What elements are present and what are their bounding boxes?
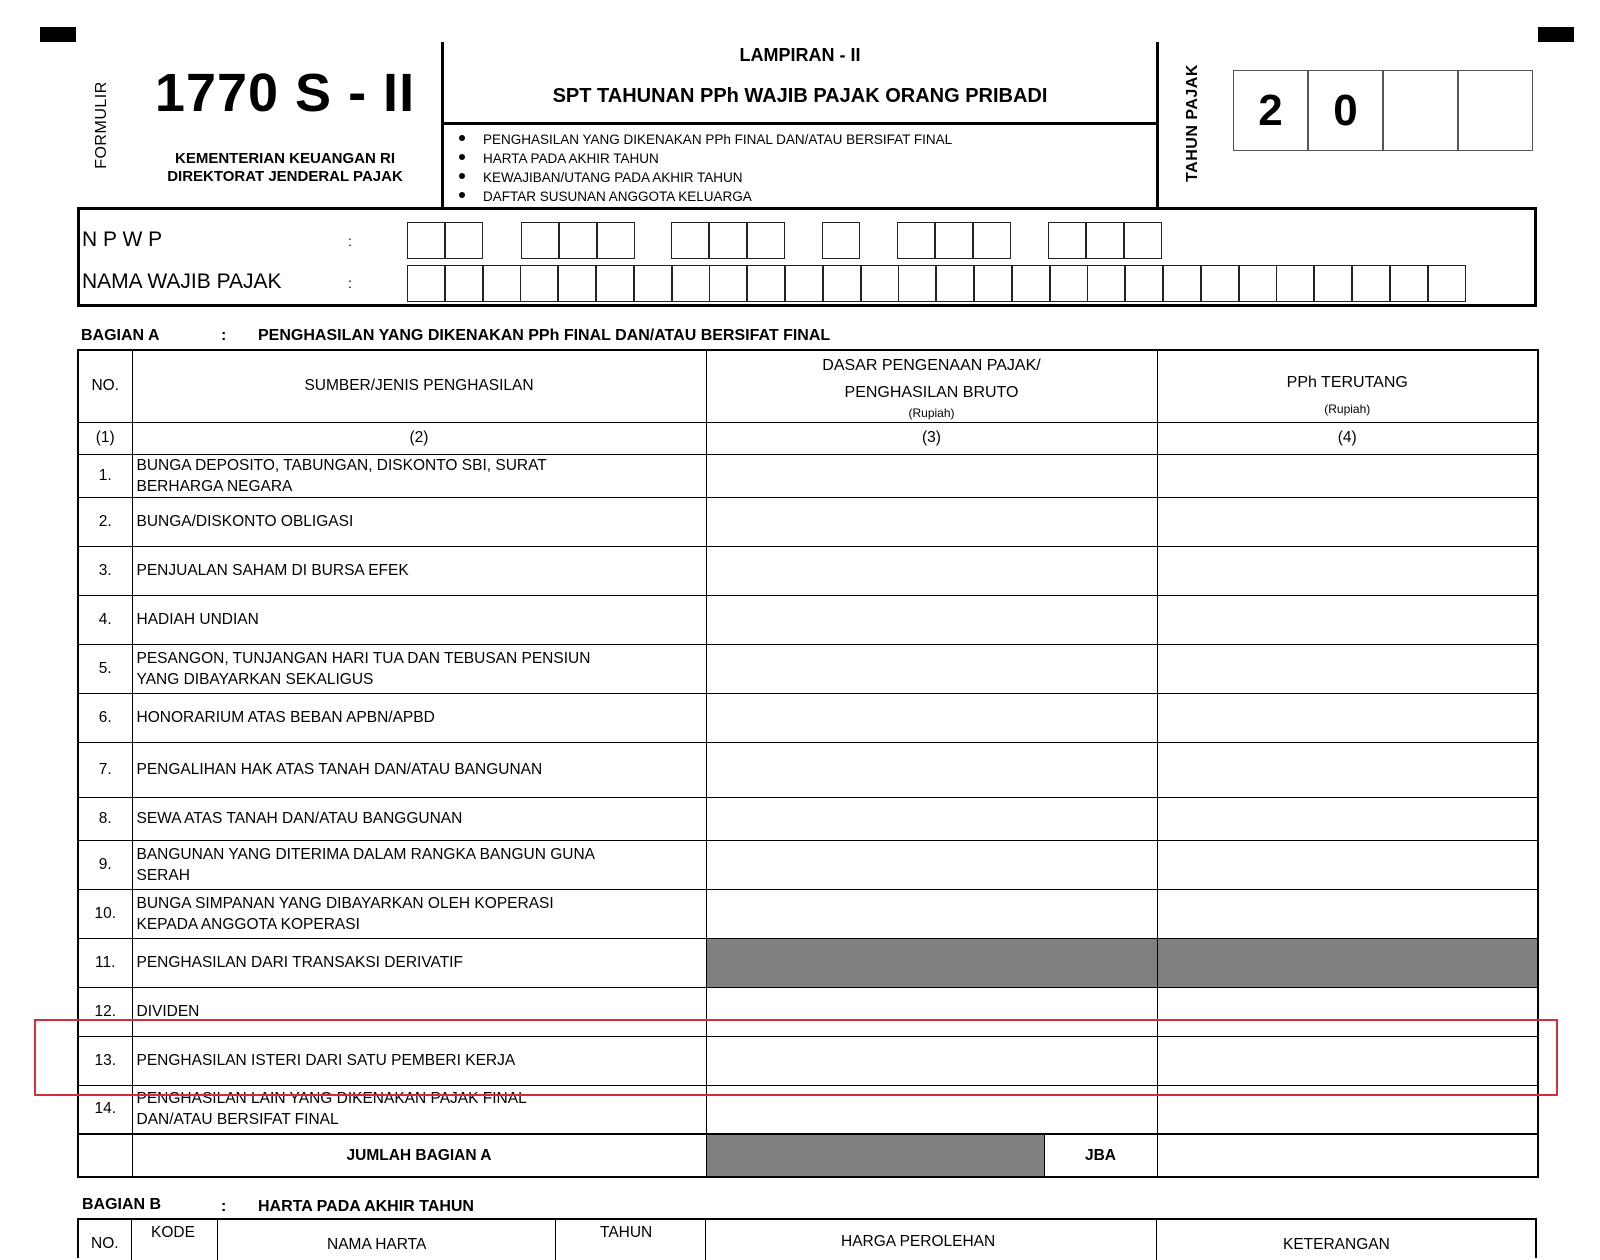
table-row (78, 1036, 1538, 1085)
npwp-digit-cell[interactable] (709, 222, 747, 259)
row-description (132, 454, 706, 497)
npwp-digit-cell[interactable] (973, 222, 1011, 259)
b-col-ket: KETERANGAN (1283, 1236, 1390, 1253)
table-row (78, 742, 1538, 797)
nama-char-cell[interactable] (1125, 265, 1163, 302)
registration-mark-right (1538, 27, 1574, 42)
pph-input[interactable] (1157, 644, 1538, 693)
row-description-line: HADIAH UNDIAN (136, 611, 259, 628)
b-col-divider (217, 1220, 218, 1260)
col-header-no: NO. (78, 350, 132, 422)
year-digit-box[interactable] (1383, 70, 1458, 151)
ministry-block (130, 150, 440, 186)
table-row (78, 938, 1538, 987)
npwp-label: N P W P (82, 228, 163, 251)
row-description-line: BUNGA SIMPANAN YANG DIBAYARKAN OLEH KOPERASI (136, 894, 554, 912)
table-row (78, 644, 1538, 693)
row-description (132, 987, 706, 1036)
dpp-input[interactable] (706, 1085, 1157, 1134)
nama-char-cell[interactable] (407, 265, 445, 302)
dpp-input[interactable] (706, 840, 1157, 889)
nama-char-cell[interactable] (1314, 265, 1352, 302)
year-digit-box[interactable]: 2 (1233, 70, 1308, 151)
total-shaded-cell (706, 1134, 1044, 1177)
nama-char-cell[interactable] (1163, 265, 1201, 302)
bagian-b-table (77, 1218, 1537, 1258)
row-number: 10. (78, 889, 132, 938)
dpp-input[interactable] (706, 742, 1157, 797)
npwp-digit-cell[interactable] (1086, 222, 1124, 259)
nama-char-cell[interactable] (1428, 265, 1466, 302)
jba-input[interactable] (1157, 1134, 1538, 1177)
dpp-input[interactable] (706, 546, 1157, 595)
pph-input[interactable] (1157, 1085, 1538, 1134)
nama-char-cell[interactable] (785, 265, 823, 302)
bagian-a-title: PENGHASILAN YANG DIKENAKAN PPh FINAL DAN/ATAU BERSIFAT FINAL (258, 327, 831, 344)
pph-input[interactable] (1157, 497, 1538, 546)
nama-char-cell[interactable] (520, 265, 558, 302)
npwp-digit-cell[interactable] (671, 222, 709, 259)
row-description (132, 938, 706, 987)
b-col-no: NO. (91, 1235, 119, 1252)
nama-label: NAMA WAJIB PAJAK (82, 270, 282, 293)
header-divider-right (1156, 42, 1159, 207)
nama-char-cell[interactable] (974, 265, 1012, 302)
row-number: 13. (78, 1036, 132, 1085)
row-description-line: DIVIDEN (136, 1003, 200, 1020)
contents-item: PENGHASILAN YANG DIKENAKAN PPh FINAL DAN/ATAU BERSIFAT FINAL (455, 130, 952, 149)
b-col-divider (1156, 1220, 1157, 1260)
table-row (78, 693, 1538, 742)
table-row (78, 840, 1538, 889)
row-description-line: PENGALIHAN HAK ATAS TANAH DAN/ATAU BANGUNAN (136, 761, 543, 778)
dpp-line-1: DASAR PENGENAAN PAJAK/ (822, 357, 1041, 375)
b-col-divider (705, 1220, 706, 1260)
row-description (132, 1085, 706, 1134)
contents-list (455, 130, 952, 206)
table-row (78, 889, 1538, 938)
row-description-line: BERHARGA NEGARA (136, 477, 293, 495)
jba-label: JBA (1044, 1134, 1157, 1177)
row-description-line: YANG DIBAYARKAN SEKALIGUS (136, 670, 374, 688)
nama-char-cell[interactable] (672, 265, 710, 302)
pph-input[interactable] (1157, 595, 1538, 644)
row-description-line: PENGHASILAN ISTERI DARI SATU PEMBERI KERJA (136, 1052, 516, 1069)
table-row (78, 497, 1538, 546)
nama-char-cell[interactable] (1390, 265, 1428, 302)
pph-input[interactable] (1157, 797, 1538, 840)
row-description-line: PESANGON, TUNJANGAN HARI TUA DAN TEBUSAN PENSIUN (136, 649, 591, 667)
nama-char-cell[interactable] (747, 265, 785, 302)
table-row (78, 454, 1538, 497)
row-number: 8. (78, 797, 132, 840)
col-header-source: SUMBER/JENIS PENGHASILAN (132, 350, 706, 422)
row-description-line: PENGHASILAN DARI TRANSAKSI DERIVATIF (136, 954, 463, 971)
row-number: 6. (78, 693, 132, 742)
row-description-line: PENGHASILAN LAIN YANG DIKENAKAN PAJAK FINAL (136, 1090, 527, 1108)
dpp-line-2: PENGHASILAN BRUTO (844, 384, 1019, 402)
row-description-line: SEWA ATAS TANAH DAN/ATAU BANGGUNAN (136, 810, 463, 827)
row-number: 11. (78, 938, 132, 987)
dpp-input[interactable] (706, 497, 1157, 546)
pph-input[interactable] (1157, 693, 1538, 742)
table-row (78, 546, 1538, 595)
bagian-a-label: BAGIAN A (81, 327, 160, 344)
npwp-digit-cell[interactable] (935, 222, 973, 259)
ministry-line-1: KEMENTERIAN KEUANGAN RI (174, 150, 395, 167)
lampiran-label: LAMPIRAN - II (739, 45, 861, 65)
dpp-input[interactable] (706, 454, 1157, 497)
nama-char-cell[interactable] (936, 265, 974, 302)
col-number: (2) (132, 422, 706, 454)
table-row (78, 595, 1538, 644)
col-number: (3) (706, 422, 1157, 454)
year-digit-box[interactable]: 0 (1308, 70, 1383, 151)
row-description (132, 497, 706, 546)
nama-char-cell[interactable] (1352, 265, 1390, 302)
row-number: 1. (78, 454, 132, 497)
nama-char-cell[interactable] (634, 265, 672, 302)
nama-char-cell[interactable] (483, 265, 521, 302)
pph-input[interactable] (1157, 1036, 1538, 1085)
bagian-b-title: HARTA PADA AKHIR TAHUN (258, 1198, 474, 1215)
nama-char-cell[interactable] (596, 265, 634, 302)
row-description-line: BANGUNAN YANG DITERIMA DALAM RANGKA BANGUN GUNA (136, 845, 595, 863)
dpp-input[interactable] (706, 595, 1157, 644)
tahun-pajak-label: TAHUN PAJAK (1184, 63, 1202, 182)
dpp-input[interactable] (706, 693, 1157, 742)
pph-input (1157, 938, 1538, 987)
year-digit-box[interactable] (1458, 70, 1533, 151)
npwp-digit-cell[interactable] (559, 222, 597, 259)
row-number: 12. (78, 987, 132, 1036)
b-col-tahun: TAHUN (600, 1224, 653, 1241)
registration-mark-left (40, 27, 76, 42)
pph-input[interactable] (1157, 546, 1538, 595)
row-description-line: DAN/ATAU BERSIFAT FINAL (136, 1111, 339, 1129)
nama-char-cell[interactable] (1012, 265, 1050, 302)
form-code: 1770 S - II (154, 63, 416, 123)
col-header-pph (1157, 350, 1538, 422)
form-title: SPT TAHUNAN PPh WAJIB PAJAK ORANG PRIBADI (552, 85, 1048, 107)
col-number: (1) (78, 422, 132, 454)
col-header-dpp (706, 350, 1157, 422)
npwp-digit-cell[interactable] (407, 222, 445, 259)
npwp-digit-cell[interactable] (445, 222, 483, 259)
table-row (78, 1085, 1538, 1134)
row-number: 3. (78, 546, 132, 595)
row-description-line: SERAH (136, 866, 190, 884)
nama-char-cell[interactable] (861, 265, 899, 302)
ministry-line-2: DIREKTORAT JENDERAL PAJAK (167, 168, 403, 185)
b-col-divider (555, 1220, 556, 1260)
total-label: JUMLAH BAGIAN A (132, 1134, 706, 1177)
pph-label: PPh TERUTANG (1286, 373, 1408, 391)
npwp-digit-cell[interactable] (747, 222, 785, 259)
contents-item: DAFTAR SUSUNAN ANGGOTA KELUARGA (455, 187, 952, 206)
row-description (132, 546, 706, 595)
b-col-divider (131, 1220, 132, 1260)
nama-char-cell[interactable] (898, 265, 936, 302)
row-description-line: HONORARIUM ATAS BEBAN APBN/APBD (136, 709, 435, 726)
row-description (132, 693, 706, 742)
b-col-harga: HARGA PEROLEHAN (841, 1233, 996, 1250)
npwp-digit-cell[interactable] (897, 222, 935, 259)
row-description (132, 595, 706, 644)
row-number: 14. (78, 1085, 132, 1134)
nama-char-cell[interactable] (1201, 265, 1239, 302)
pph-input[interactable] (1157, 454, 1538, 497)
bagian-a-colon: : (221, 327, 227, 344)
row-number: 7. (78, 742, 132, 797)
row-description (132, 1036, 706, 1085)
nama-char-cell[interactable] (1087, 265, 1125, 302)
row-description-line: KEPADA ANGGOTA KOPERASI (136, 915, 360, 933)
nama-char-cell[interactable] (445, 265, 483, 302)
dpp-input[interactable] (706, 1036, 1157, 1085)
pph-input[interactable] (1157, 889, 1538, 938)
row-description (132, 797, 706, 840)
col-number: (4) (1157, 422, 1538, 454)
contents-item: KEWAJIBAN/UTANG PADA AKHIR TAHUN (455, 168, 952, 187)
nama-colon: : (348, 275, 352, 291)
nama-char-cell[interactable] (1050, 265, 1088, 302)
bagian-b-label: BAGIAN B (82, 1196, 162, 1213)
nama-char-cell[interactable] (558, 265, 596, 302)
row-description-line: BUNGA/DISKONTO OBLIGASI (136, 513, 354, 530)
header-title-underline (444, 122, 1156, 125)
npwp-digit-cell[interactable] (521, 222, 559, 259)
npwp-digit-cell[interactable] (597, 222, 635, 259)
formulir-label: FORMULIR (93, 81, 110, 169)
row-number: 4. (78, 595, 132, 644)
pph-input[interactable] (1157, 840, 1538, 889)
row-description (132, 889, 706, 938)
dpp-input[interactable] (706, 889, 1157, 938)
dpp-input[interactable] (706, 644, 1157, 693)
nama-char-cell[interactable] (1239, 265, 1277, 302)
b-col-nama: NAMA HARTA (327, 1236, 427, 1253)
row-description (132, 742, 706, 797)
nama-char-cell[interactable] (1276, 265, 1314, 302)
pph-input[interactable] (1157, 987, 1538, 1036)
row-description (132, 840, 706, 889)
pph-input[interactable] (1157, 742, 1538, 797)
row-number: 9. (78, 840, 132, 889)
npwp-digit-cell[interactable] (1124, 222, 1162, 259)
npwp-digit-cell[interactable] (822, 222, 860, 259)
row-description-line: BUNGA DEPOSITO, TABUNGAN, DISKONTO SBI, SURAT (136, 456, 547, 474)
npwp-colon: : (348, 233, 352, 249)
dpp-input[interactable] (706, 797, 1157, 840)
row-description-line: PENJUALAN SAHAM DI BURSA EFEK (136, 562, 409, 579)
total-no-cell (78, 1134, 132, 1177)
nama-char-cell[interactable] (823, 265, 861, 302)
nama-char-cell[interactable] (709, 265, 747, 302)
npwp-digit-cell[interactable] (1048, 222, 1086, 259)
contents-item: HARTA PADA AKHIR TAHUN (455, 149, 952, 168)
table-row (78, 797, 1538, 840)
bagian-b-colon: : (221, 1198, 227, 1215)
dpp-input[interactable] (706, 987, 1157, 1036)
dpp-unit: (Rupiah) (908, 406, 955, 421)
row-number: 5. (78, 644, 132, 693)
table-row (78, 987, 1538, 1036)
dpp-input (706, 938, 1157, 987)
row-number: 2. (78, 497, 132, 546)
bagian-a-table (77, 349, 1539, 1178)
pph-unit: (Rupiah) (1324, 401, 1371, 416)
row-description (132, 644, 706, 693)
b-col-kode: KODE (151, 1224, 195, 1241)
